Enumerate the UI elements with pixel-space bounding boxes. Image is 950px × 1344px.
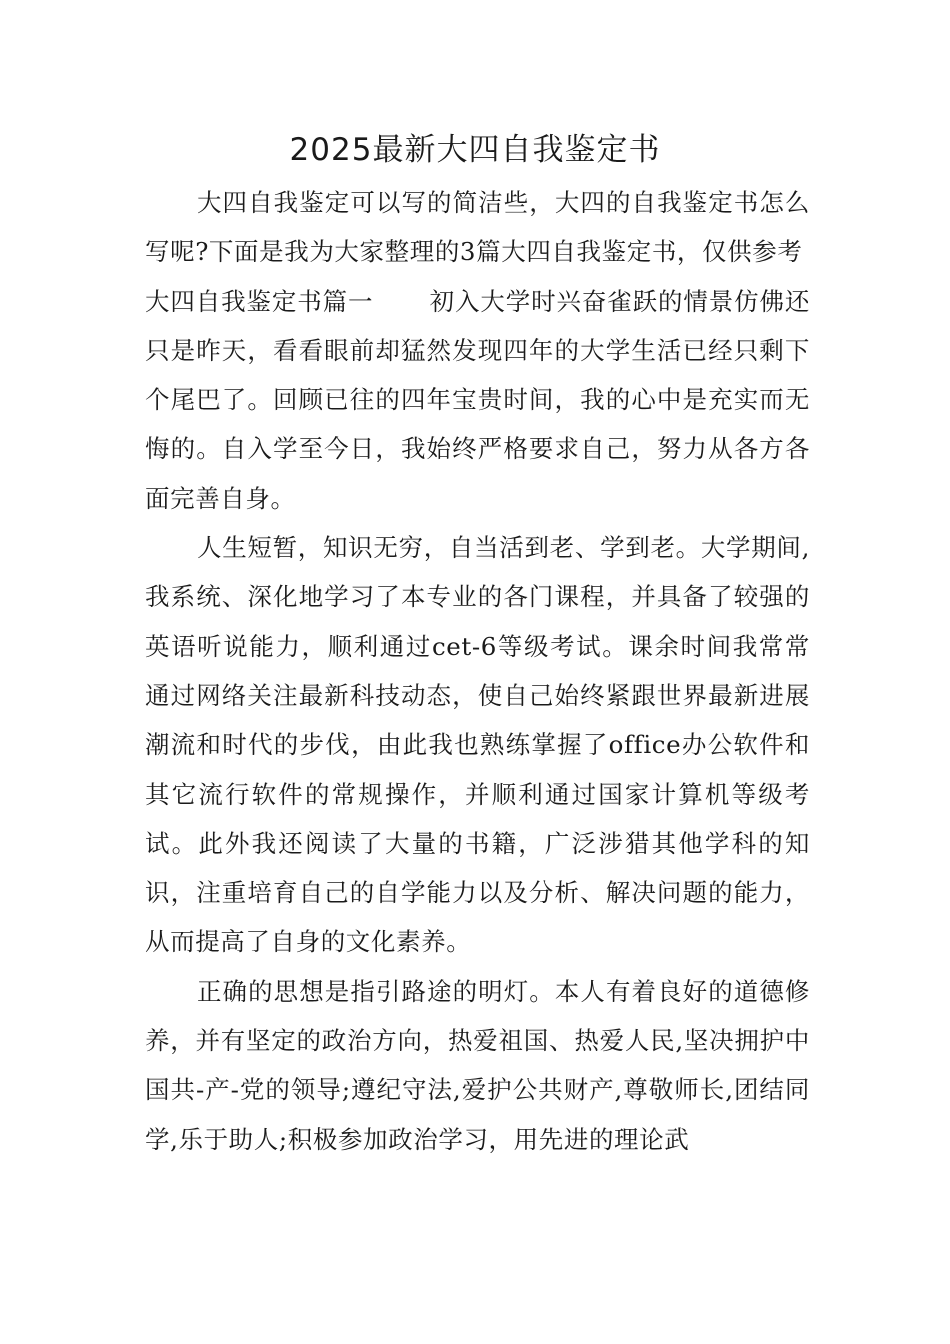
paragraph-3: 正确的思想是指引路途的明灯。本人有着良好的道德修养，并有坚定的政治方向，热爱祖国、热爱人民,坚决拥护中国共-产-党的领导;遵纪守法,爱护公共财产,尊敬师长,团结同学,乐于助人;积极参加政治学习，用先进的理论武 [145,976,810,1154]
section1-text: 初入大学时兴奋雀跃的情景仿佛还只是昨天，看看眼前却猛然发现四年的大学生活已经只剩下个尾巴了。回顾已往的四年宝贵时间，我的心中是充实而无悔的。自入学至今日，我始终严格要求自己，努力从各方各面完善自身。 [145,286,810,513]
document-title: 2025最新大四自我鉴定书 [289,132,661,168]
section1-paragraph [145,277,810,523]
document-body [145,178,810,1164]
section1-heading: 大四自我鉴定书篇一 [145,286,374,316]
paragraph-2: 人生短暂，知识无穷，自当活到老、学到老。大学期间,我系统、深化地学习了本专业的各门课程，并具备了较强的英语听说能力，顺利通过cet-6等级考试。课余时间我常常通过网络关注最新科技动态，使自己始终紧跟世界最新进展潮流和时代的步伐，由此我也熟练掌握了office办公软件和其它流行软件的常规操作，并顺利通过国家计算机等级考试。此外我还阅读了大量的书籍，广泛涉猎其他学科的知识，注重培育自己的自学能力以及分析、解决问题的能力，从而提高了自身的文化素养。 [145,533,810,957]
intro-paragraph: 大四自我鉴定可以写的简洁些，大四的自我鉴定书怎么写呢?下面是我为大家整理的3篇大四自我鉴定书，仅供参考 [145,188,810,267]
